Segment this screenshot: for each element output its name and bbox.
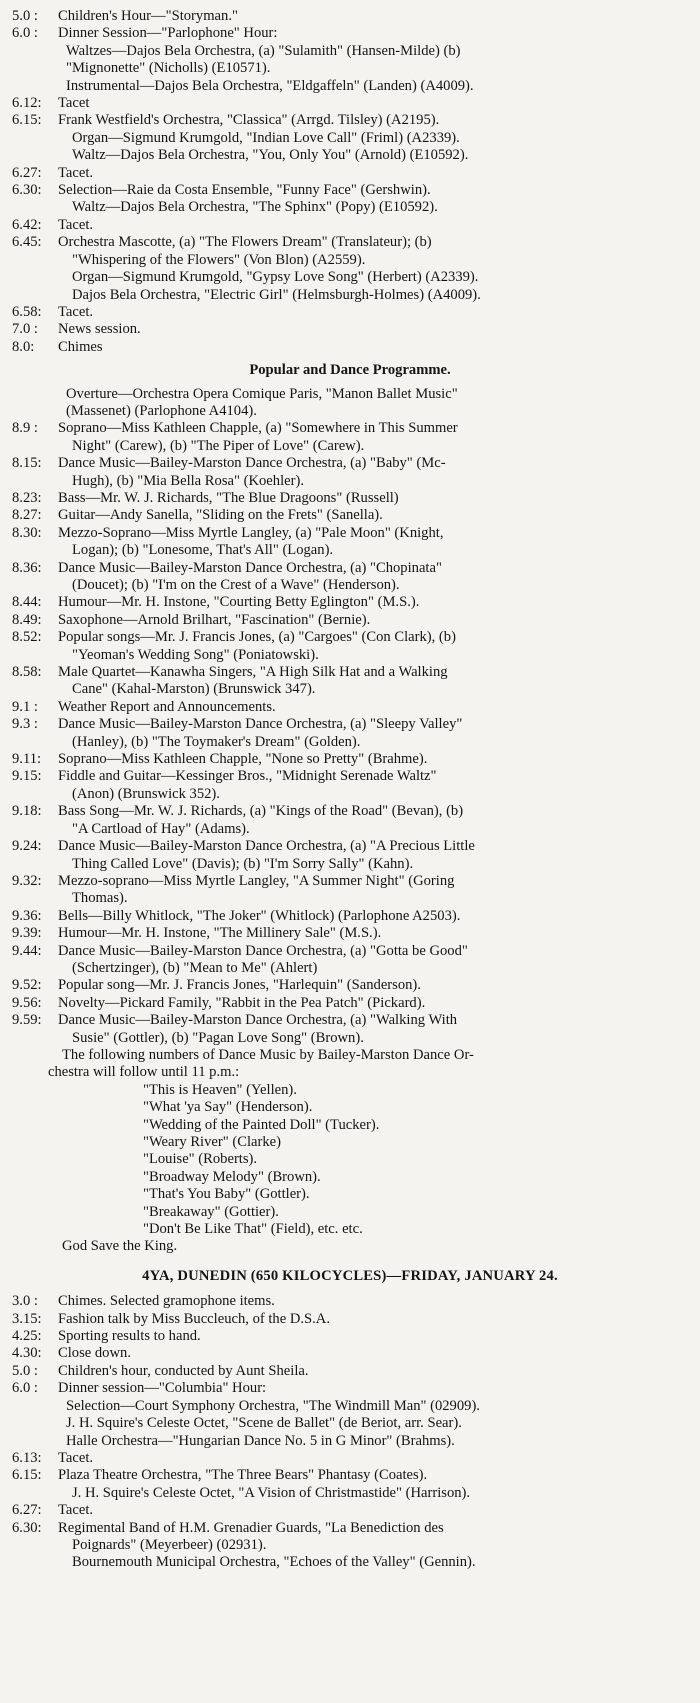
- entry-time: 4.30:: [12, 1345, 42, 1362]
- programme-entry: [0, 768, 700, 803]
- entry-line: Fashion talk by Miss Buccleuch, of the D.S.A.: [58, 1310, 330, 1327]
- entry-time: 6.15:: [12, 112, 42, 129]
- programme-entry: [0, 165, 700, 182]
- entry-line: Overture—Orchestra Opera Comique Paris, "Manon Ballet Music": [66, 385, 458, 402]
- entry-line: Tacet.: [58, 303, 94, 320]
- entry-line: Saxophone—Arnold Brilhart, "Fascination" (Bernie).: [58, 611, 371, 628]
- programme-entry: [0, 1311, 700, 1328]
- entry-line: Fiddle and Guitar—Kessinger Bros., "Midnight Serenade Waltz": [58, 768, 437, 785]
- entry-line: "Mignonette" (Nicholls) (E10571).: [66, 60, 271, 77]
- programme-entry: [0, 716, 700, 751]
- entry-line: Dajos Bela Orchestra, "Electric Girl" (Helmsburgh-Holmes) (A4009).: [72, 286, 481, 303]
- entry-line: Popular song—Mr. J. Francis Jones, "Harlequin" (Sanderson).: [58, 977, 421, 994]
- entry-time: 6.45:: [12, 234, 42, 251]
- entry-time: 8.15:: [12, 455, 42, 472]
- entry-line: Cane" (Kahal-Marston) (Brunswick 347).: [72, 681, 316, 698]
- station-heading: 4YA, DUNEDIN (650 KILOCYCLES)—FRIDAY, JANUARY 24.: [142, 1267, 558, 1284]
- song-item: "Broadway Melody" (Brown).: [143, 1168, 321, 1185]
- entry-time: 5.0 :: [12, 8, 38, 24]
- song-item: "What 'ya Say" (Henderson).: [143, 1099, 313, 1116]
- entry-line: Waltz—Dajos Bela Orchestra, "You, Only You" (Arnold) (E10592).: [72, 147, 469, 164]
- entry-time: 9.24:: [12, 838, 42, 855]
- entry-line: Soprano—Miss Kathleen Chapple, "None so Pretty" (Brahme).: [58, 751, 428, 768]
- entry-line: Humour—Mr. H. Instone, "The Millinery Sale" (M.S.).: [58, 925, 382, 942]
- entry-time: 8.49:: [12, 611, 42, 628]
- programme-entry: [0, 751, 700, 768]
- entry-time: [12, 43, 58, 95]
- programme-entry: [0, 943, 700, 978]
- entry-line: Halle Orchestra—"Hungarian Dance No. 5 in G Minor" (Brahms).: [66, 1432, 455, 1449]
- programme-entry: [0, 838, 700, 873]
- entry-time: 6.27:: [12, 164, 42, 181]
- entry-line: Close down.: [58, 1345, 131, 1362]
- entry-line: J. H. Squire's Celeste Octet, "A Vision of Christmastide" (Harrison).: [72, 1484, 471, 1501]
- programme-entry: [0, 1450, 700, 1467]
- entry-time: 6.13:: [12, 1449, 42, 1466]
- entry-line: Mezzo-soprano—Miss Myrtle Langley, "A Summer Night" (Goring: [58, 872, 455, 889]
- entry-line: Novelty—Pickard Family, "Rabbit in the Pea Patch" (Pickard).: [58, 994, 426, 1011]
- programme-entry: [0, 217, 700, 234]
- programme-entry: [0, 612, 700, 629]
- entry-time: 9.52:: [12, 977, 42, 994]
- entry-line: Sporting results to hand.: [58, 1328, 201, 1345]
- programme-entry: [0, 43, 700, 95]
- entry-time: 8.58:: [12, 664, 42, 681]
- programme-entry: [0, 699, 700, 716]
- song-item: "That's You Baby" (Gottler).: [143, 1186, 310, 1203]
- programme-entry: [0, 321, 700, 338]
- programme-entry: [0, 1398, 700, 1450]
- entry-line: Selection—Court Symphony Orchestra, "The Windmill Man" (02909).: [66, 1397, 480, 1414]
- entry-line: Dinner Session—"Parlophone" Hour:: [58, 25, 278, 42]
- entry-time: 5.0 :: [12, 1362, 38, 1379]
- entry-line: Thing Called Love" (Davis); (b) "I'm Sorry Sally" (Kahn).: [72, 855, 414, 872]
- entry-time: 3.0 :: [12, 1293, 38, 1310]
- entry-time: 9.44:: [12, 942, 42, 959]
- entry-line: Children's hour, conducted by Aunt Sheila.: [58, 1362, 309, 1379]
- entry-line: "Whispering of the Flowers" (Von Blon) (A2559).: [72, 251, 366, 268]
- entry-time: 6.30:: [12, 1519, 42, 1536]
- entry-line: Dance Music—Bailey-Marston Dance Orchestra, (a) "Walking With: [58, 1012, 458, 1029]
- entry-line: Selection—Raie da Costa Ensemble, "Funny Face" (Gershwin).: [58, 182, 431, 199]
- song-list: [0, 1082, 700, 1239]
- entry-line: News session.: [58, 321, 141, 338]
- entry-line: Tacet.: [58, 164, 94, 181]
- entry-time: 6.15:: [12, 1467, 42, 1484]
- programme-entry: [0, 560, 700, 595]
- entry-time: 3.15:: [12, 1310, 42, 1327]
- entry-line: J. H. Squire's Celeste Octet, "Scene de Ballet" (de Beriot, arr. Sear).: [66, 1415, 462, 1432]
- programme-entry: [0, 873, 700, 908]
- song-item: "Wedding of the Painted Doll" (Tucker).: [143, 1116, 380, 1133]
- entry-time: 6.58:: [12, 303, 42, 320]
- entry-time: 4.25:: [12, 1328, 42, 1345]
- entry-line: Bells—Billy Whitlock, "The Joker" (Whitlock) (Parlophone A2503).: [58, 907, 461, 924]
- programme-entry: [0, 664, 700, 699]
- entry-line: Dance Music—Bailey-Marston Dance Orchestra, (a) "Chopinata": [58, 559, 442, 576]
- entry-line: Waltzes—Dajos Bela Orchestra, (a) "Sulamith" (Hansen-Milde) (b): [66, 42, 461, 59]
- entry-line: Bass—Mr. W. J. Richards, "The Blue Dragoons" (Russell): [58, 489, 399, 506]
- entry-line: Poignards" (Meyerbeer) (02931).: [72, 1536, 267, 1553]
- entry-line: Male Quartet—Kanawha Singers, "A High Silk Hat and a Walking: [58, 664, 448, 681]
- entry-line: Susie" (Gottler), (b) "Pagan Love Song" (Brown).: [72, 1029, 364, 1046]
- programme-entry: [0, 182, 700, 217]
- entry-line: Chimes. Selected gramophone items.: [58, 1293, 275, 1310]
- programme-entry: [0, 977, 700, 994]
- programme-entry: [0, 490, 700, 507]
- entry-time: [12, 386, 58, 421]
- entry-line: Regimental Band of H.M. Grenadier Guards, "La Benediction des: [58, 1519, 444, 1536]
- entry-time: 6.0 :: [12, 1380, 38, 1397]
- entry-line: Soprano—Miss Kathleen Chapple, (a) "Somewhere in This Summer: [58, 420, 458, 437]
- entry-time: 9.18:: [12, 803, 42, 820]
- entry-line: (Schertzinger), (b) "Mean to Me" (Ahlert): [72, 959, 318, 976]
- programme-entry: [0, 95, 700, 112]
- entry-time: 8.52:: [12, 629, 42, 646]
- entry-line: Waltz—Dajos Bela Orchestra, "The Sphinx" (Popy) (E10592).: [72, 199, 438, 216]
- entry-line: Tacet.: [58, 1449, 94, 1466]
- god-save-the-king: God Save the King.: [62, 1238, 178, 1255]
- programme-entry: [0, 1467, 700, 1502]
- section-heading: Popular and Dance Programme.: [249, 362, 451, 379]
- programme-entry: [0, 594, 700, 611]
- entry-line: (Massenet) (Parlophone A4104).: [66, 402, 257, 419]
- entry-line: Chimes: [58, 338, 103, 355]
- entry-line: Weather Report and Announcements.: [58, 698, 276, 715]
- entry-time: 6.27:: [12, 1502, 42, 1519]
- programme-entry: [0, 1012, 700, 1047]
- programme-list-part-2: [0, 386, 700, 1047]
- entry-line: (Doucet); (b) "I'm on the Crest of a Wave" (Henderson).: [72, 577, 400, 593]
- programme-entry: [0, 112, 700, 164]
- entry-line: Guitar—Andy Sanella, "Sliding on the Frets" (Sanella).: [58, 507, 383, 524]
- song-item: "This is Heaven" (Yellen).: [143, 1081, 297, 1098]
- entry-time: 6.0 :: [12, 25, 38, 42]
- entry-line: (Hanley), (b) "The Toymaker's Dream" (Golden).: [72, 733, 361, 750]
- song-item: "Louise" (Roberts).: [143, 1151, 258, 1168]
- programme-list-part-1: [0, 8, 700, 356]
- programme-entry: [0, 455, 700, 490]
- entry-time: 9.11:: [12, 751, 42, 768]
- entry-line: Plaza Theatre Orchestra, "The Three Bears" Phantasy (Coates).: [58, 1467, 428, 1484]
- programme-entry: [0, 1502, 700, 1519]
- song-item: "Don't Be Like That" (Field), etc. etc.: [143, 1221, 363, 1238]
- programme-entry: [0, 8, 700, 25]
- entry-line: Mezzo-Soprano—Miss Myrtle Langley, (a) "Pale Moon" (Knight,: [58, 524, 444, 541]
- entry-time: 8.44:: [12, 594, 42, 611]
- song-item: "Breakaway" (Gottier).: [143, 1203, 279, 1220]
- entry-line: Dance Music—Bailey-Marston Dance Orchestra, (a) "Sleepy Valley": [58, 716, 463, 733]
- entry-time: 8.30:: [12, 524, 42, 541]
- entry-time: 6.42:: [12, 216, 42, 233]
- entry-line: Organ—Sigmund Krumgold, "Gypsy Love Song" (Herbert) (A2339).: [72, 269, 479, 286]
- entry-time: 8.0:: [12, 338, 35, 355]
- entry-time: 9.36:: [12, 907, 42, 924]
- programme-entry: [0, 304, 700, 321]
- programme-entry: [0, 339, 700, 356]
- entry-line: Dinner session—"Columbia" Hour:: [58, 1380, 267, 1397]
- entry-time: 8.9 :: [12, 420, 38, 437]
- entry-line: Tacet.: [58, 216, 94, 233]
- entry-line: Thomas).: [72, 890, 128, 907]
- entry-time: 6.12:: [12, 95, 42, 112]
- following-line: The following numbers of Dance Music by Bailey-Marston Dance Or-: [62, 1046, 474, 1063]
- programme-entry: [0, 803, 700, 838]
- entry-line: Children's Hour—"Storyman.": [58, 8, 238, 24]
- programme-entry: [0, 1380, 700, 1397]
- programme-entry: [0, 925, 700, 942]
- entry-time: 9.56:: [12, 994, 42, 1011]
- entry-line: "Yeoman's Wedding Song" (Poniatowski).: [72, 646, 319, 663]
- programme-entry: [0, 1520, 700, 1572]
- entry-line: Humour—Mr. H. Instone, "Courting Betty Eglington" (M.S.).: [58, 594, 420, 611]
- programme-entry: [0, 507, 700, 524]
- entry-line: Dance Music—Bailey-Marston Dance Orchestra, (a) "Baby" (Mc-: [58, 455, 446, 472]
- programme-entry: [0, 1363, 700, 1380]
- entry-line: (Anon) (Brunswick 352).: [72, 785, 220, 802]
- entry-line: Tacet.: [58, 1502, 94, 1519]
- entry-time: 9.1 :: [12, 698, 38, 715]
- entry-line: Bournemouth Municipal Orchestra, "Echoes of the Valley" (Gennin).: [72, 1554, 476, 1571]
- entry-line: Orchestra Mascotte, (a) "The Flowers Dream" (Translateur); (b): [58, 234, 432, 251]
- song-item: "Weary River" (Clarke): [143, 1134, 281, 1150]
- programme-list-part-3: [0, 1293, 700, 1572]
- entry-time: 9.3 :: [12, 716, 38, 733]
- entry-line: Organ—Sigmund Krumgold, "Indian Love Call" (Friml) (A2339).: [72, 129, 460, 146]
- programme-entry: [0, 1293, 700, 1310]
- entry-line: Tacet: [58, 95, 90, 112]
- programme-entry: [0, 995, 700, 1012]
- programme-entry: [0, 908, 700, 925]
- entry-time: 9.32:: [12, 872, 42, 889]
- programme-entry: [0, 234, 700, 304]
- following-line: chestra will follow until 11 p.m.:: [48, 1064, 240, 1081]
- programme-entry: [0, 525, 700, 560]
- programme-entry: [0, 420, 700, 455]
- entry-time: [12, 1398, 58, 1450]
- programme-entry: [0, 629, 700, 664]
- programme-entry: [0, 25, 700, 42]
- entry-time: 8.23:: [12, 489, 42, 506]
- entry-time: 9.39:: [12, 925, 42, 942]
- entry-line: Popular songs—Mr. J. Francis Jones, (a) "Cargoes" (Con Clark), (b): [58, 629, 456, 646]
- entry-line: "A Cartload of Hay" (Adams).: [72, 820, 250, 837]
- programme-entry: [0, 1328, 700, 1345]
- entry-time: 9.59:: [12, 1012, 42, 1029]
- entry-line: Frank Westfield's Orchestra, "Classica" (Arrgd. Tilsley) (A2195).: [58, 112, 440, 129]
- entry-time: 8.27:: [12, 507, 42, 524]
- entry-line: Dance Music—Bailey-Marston Dance Orchestra, (a) "A Precious Little: [58, 838, 475, 855]
- entry-line: Logan); (b) "Lonesome, That's All" (Logan).: [72, 542, 334, 559]
- entry-line: Night" (Carew), (b) "The Piper of Love" (Carew).: [72, 437, 365, 454]
- entry-line: Instrumental—Dajos Bela Orchestra, "Eldgaffeln" (Landen) (A4009).: [66, 77, 474, 94]
- programme-entry: [0, 386, 700, 421]
- entry-time: 8.36:: [12, 559, 42, 576]
- programme-entry: [0, 1345, 700, 1362]
- entry-line: Hugh), (b) "Mia Bella Rosa" (Koehler).: [72, 472, 304, 489]
- following-note: [0, 1047, 700, 1082]
- entry-line: Dance Music—Bailey-Marston Dance Orchestra, (a) "Gotta be Good": [58, 942, 468, 959]
- entry-line: Bass Song—Mr. W. J. Richards, (a) "Kings of the Road" (Bevan), (b): [58, 803, 464, 820]
- entry-time: 9.15:: [12, 768, 42, 785]
- entry-time: 7.0 :: [12, 321, 38, 338]
- closing-line: [0, 1238, 700, 1255]
- entry-time: 6.30:: [12, 182, 42, 199]
